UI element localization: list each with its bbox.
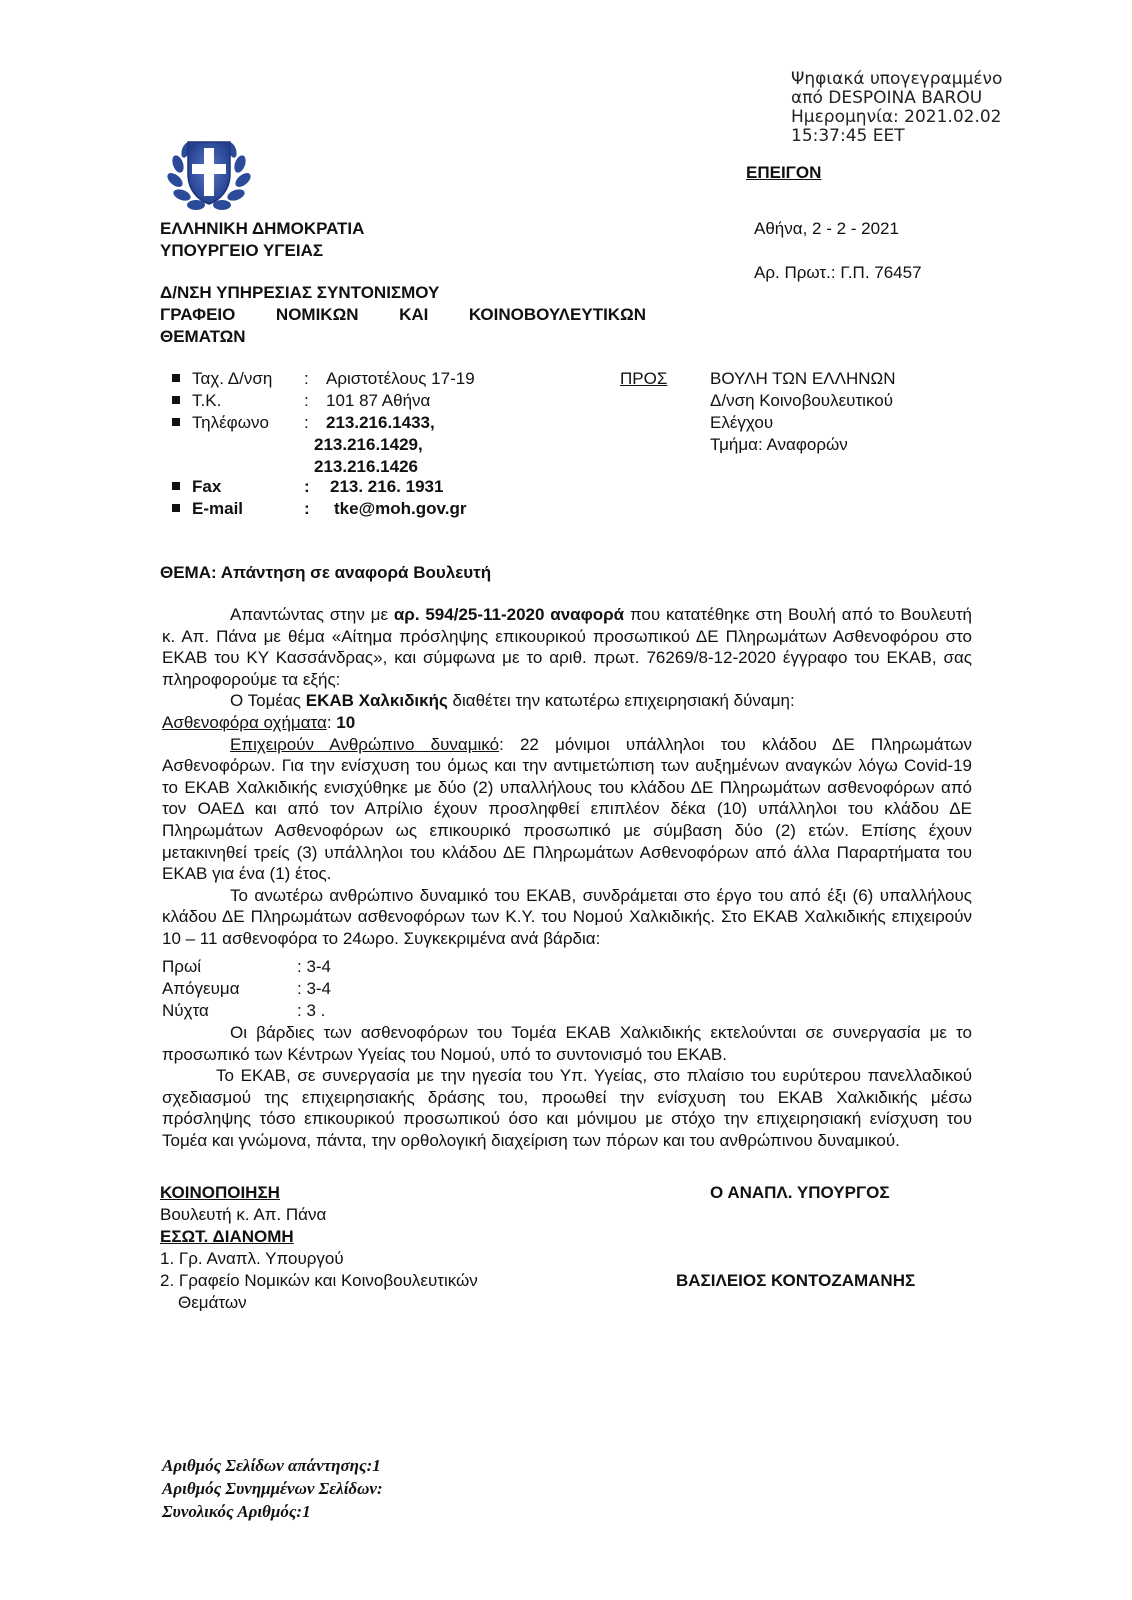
signature-line-3: Ημερομηνία: 2021.02.02 (791, 107, 1002, 127)
bullet-icon (172, 418, 180, 426)
body-paragraph-2: Ο Τομέας ΕΚΑΒ Χαλκιδικής διαθέτει την κατωτέρω επιχειρησιακή δύναμη: (230, 691, 795, 711)
vehicles-line: Ασθενοφόρα οχήματα: 10 (162, 712, 356, 732)
internal-item-2-continued: Θεμάτων (178, 1293, 247, 1312)
contact-phone: Τηλέφωνο : 213.216.1433, (172, 412, 435, 434)
body-paragraph-staff: Επιχειρούν Ανθρώπινο δυναμικό: 22 μόνιμοι υπάλληλοι του κλάδου ΔΕ Πληρωμάτων Ασθενοφόρων. Για την ενίσχυση του όμως και την αντιμετώπιση των αυξημένων αναγκών λόγω Covid-19 το ΕΚΑΒ Χαλκιδικής ενισχύθηκε με δύο (2) υπαλλήλους του κλάδου ΔΕ Πληρωμάτων ασθενοφόρων από τον ΟΑΕΔ και από τον Απρίλιο έχουν προσληφθεί επιπλέον δέκα (10) υπάλληλοι του κλάδου ΔΕ Πληρωμάτων Ασθενοφόρων ως επικουρικό προσωπικό με σύμβαση δύο (2) ετών. Επίσης έχουν μετακινηθεί τρείς (3) υπάλληλοι του κλάδου ΔΕ Πληρωμάτων Ασθενοφόρων από άλλα Παραρτήματα του ΕΚΑΒ για ένα (1) έτος. (162, 734, 972, 884)
recipient-line-4: Τμήμα: Αναφορών (710, 435, 848, 454)
body-paragraph-3: Το ανωτέρω ανθρώπινο δυναμικό του ΕΚΑΒ, συνδράμεται στο έργο του από έξι (6) υπαλλήλους κλάδου ΔΕ Πληρωμάτων ασθενοφόρων των Κ.Υ. του Νομού Χαλκιδικής. Στο ΕΚΑΒ Χαλκιδικής επιχειρούν 10 – 11 ασθενοφόρα το 24ωρο. Συγκεκριμένα ανά βάρδια: (162, 885, 972, 948)
subject-line: ΘΕΜΑ: Απάντηση σε αναφορά Βουλευτή (160, 563, 492, 582)
reference-number: αρ. 594/25-11-2020 αναφορά (393, 605, 625, 624)
bullet-icon (172, 504, 180, 512)
contact-postal: Τ.Κ. : 101 87 Αθήνα (172, 390, 430, 412)
urgency-label: ΕΠΕΙΓΟΝ (746, 163, 822, 182)
shift-night: Νύχτα : 3 . (162, 1001, 326, 1020)
footer-pages: Αριθμός Σελίδων απάντησης:1 (162, 1456, 381, 1475)
vehicles-count: 10 (336, 712, 356, 732)
footer-attachments: Αριθμός Συνημμένων Σελίδων: (162, 1479, 383, 1498)
contact-phone-3: 213.216.1426 (314, 457, 418, 476)
recipient-line-3: Ελέγχου (710, 413, 774, 432)
bullet-icon (172, 374, 180, 382)
contact-fax: Fax : 213. 216. 1931 (172, 476, 443, 498)
shift-afternoon: Απόγευμα : 3-4 (162, 979, 332, 998)
contact-address-label: Ταχ. Δ/νση (192, 369, 273, 388)
signature-line-4: 15:37:45 EET (791, 126, 905, 146)
date-line: Αθήνα, 2 - 2 - 2021 (754, 219, 899, 238)
header-office-line-1: ΓΡΑΦΕΙΟ ΝΟΜΙΚΩΝ ΚΑΙ ΚΟΙΝΟΒΟΥΛΕΥΤΙΚΩΝ (160, 305, 646, 324)
signatory-name: ΒΑΣΙΛΕΙΟΣ ΚΟΝΤΟΖΑΜΑΝΗΣ (676, 1271, 916, 1290)
internal-item-2: 2. Γραφείο Νομικών και Κοινοβουλευτικών (160, 1271, 478, 1290)
notify-heading: ΚΟΙΝΟΠΟΙΗΣΗ (160, 1183, 280, 1202)
body-paragraph-1: Απαντώντας στην με αρ. 594/25-11-2020 αναφορά που κατατέθηκε στη Βουλή από το Βουλευτή κ. Απ. Πάνα με θέμα «Αίτημα πρόσληψης επικουρικού προσωπικού ΔΕ Πληρωμάτων Ασθενοφόρου στο ΕΚΑΒ του ΚΥ Κασσάνδρας», και σύμφωνα με το αριθ. πρωτ. 76269/8-12-2020 έγγραφο του ΕΚΑΒ, σας πληροφορούμε τα εξής: (162, 605, 972, 689)
digital-signature (791, 70, 1002, 146)
contact-phone-1: 213.216.1433, (326, 413, 435, 432)
contact-postal-value: 101 87 Αθήνα (326, 391, 431, 410)
internal-item-1: 1. Γρ. Αναπλ. Υπουργού (160, 1249, 344, 1268)
body-paragraph-4: Οι βάρδιες των ασθενοφόρων του Τομέα ΕΚΑΒ Χαλκιδικής εκτελούνται σε συνεργασία με το προσωπικό των Κέντρων Υγείας του Νομού, υπό το συντονισμό του ΕΚΑΒ. (162, 1023, 972, 1064)
page-count-footer (162, 1454, 383, 1523)
contact-email-value: tke@moh.gov.gr (334, 499, 467, 518)
contact-fax-value: 213. 216. 1931 (330, 477, 444, 496)
internal-distribution-heading: ΕΣΩΤ. ΔΙΑΝΟΜΗ (160, 1227, 294, 1246)
header-ministry: ΥΠΟΥΡΓΕΙΟ ΥΓΕΙΑΣ (160, 241, 324, 260)
body-block-2 (162, 1022, 972, 1152)
recipient-line-1: ΒΟΥΛΗ ΤΩΝ ΕΛΛΗΝΩΝ (710, 369, 896, 388)
recipient-label: ΠΡΟΣ (620, 369, 668, 388)
bullet-icon (172, 482, 180, 490)
shift-morning: Πρωί : 3-4 (162, 957, 332, 976)
recipient-line-2: Δ/νση Κοινοβουλευτικού (710, 391, 894, 410)
sector-name: ΕΚΑΒ Χαλκιδικής (305, 691, 448, 711)
signature-line-1: Ψηφιακά υπογεγραμμένο (791, 69, 1003, 89)
contact-email-label: E-mail (192, 499, 244, 518)
vehicles-label: Ασθενοφόρα οχήματα (162, 712, 327, 732)
contact-fax-label: Fax (192, 477, 222, 496)
bullet-icon (172, 396, 180, 404)
signatory-title: Ο ΑΝΑΠΛ. ΥΠΟΥΡΓΟΣ (710, 1183, 890, 1202)
staff-label: Επιχειρούν Ανθρώπινο δυναμικό (230, 734, 500, 754)
greek-coat-of-arms-icon (166, 128, 252, 214)
signature-line-2: από DESPOINA BAROU (791, 88, 983, 108)
protocol-number: Αρ. Πρωτ.: Γ.Π. 76457 (754, 263, 922, 282)
body-paragraph-5: Το ΕΚΑΒ, σε συνεργασία με την ηγεσία του Υπ. Υγείας, στο πλαίσιο του ευρύτερου πανελλαδικού σχεδιασμού της επιχειρησιακής δράσης του, προωθεί την ενίσχυση του ΕΚΑΒ Χαλκιδικής μέσω πρόσληψης τόσο επικουρικού προσωπικού όσο και μόνιμου με στόχο την επιχειρησιακή ενίσχυση του Τομέα και γνώμονα, πάντα, την ορθολογική διαχείριση των πόρων και του ανθρώπινου δυναμικού. (162, 1066, 972, 1150)
notify-item: Βουλευτή κ. Απ. Πάνα (160, 1205, 327, 1224)
contact-phone-label: Τηλέφωνο (192, 413, 269, 432)
footer-total: Συνολικός Αριθμός:1 (162, 1502, 311, 1521)
header-office-line-2: ΘΕΜΑΤΩΝ (160, 327, 246, 346)
contact-address: Ταχ. Δ/νση : Αριστοτέλους 17-19 (172, 368, 475, 390)
contact-email: E-mail : tke@moh.gov.gr (172, 498, 466, 520)
body-block-1 (162, 604, 972, 950)
contact-phone-2: 213.216.1429, (314, 435, 423, 454)
header-country: ΕΛΛΗΝΙΚΗ ΔΗΜΟΚΡΑΤΙΑ (160, 219, 365, 238)
contact-address-value: Αριστοτέλους 17-19 (326, 369, 475, 388)
header-directorate: Δ/ΝΣΗ ΥΠΗΡΕΣΙΑΣ ΣΥΝΤΟΝΙΣΜΟΥ (160, 283, 440, 302)
contact-postal-label: Τ.Κ. (192, 391, 222, 410)
